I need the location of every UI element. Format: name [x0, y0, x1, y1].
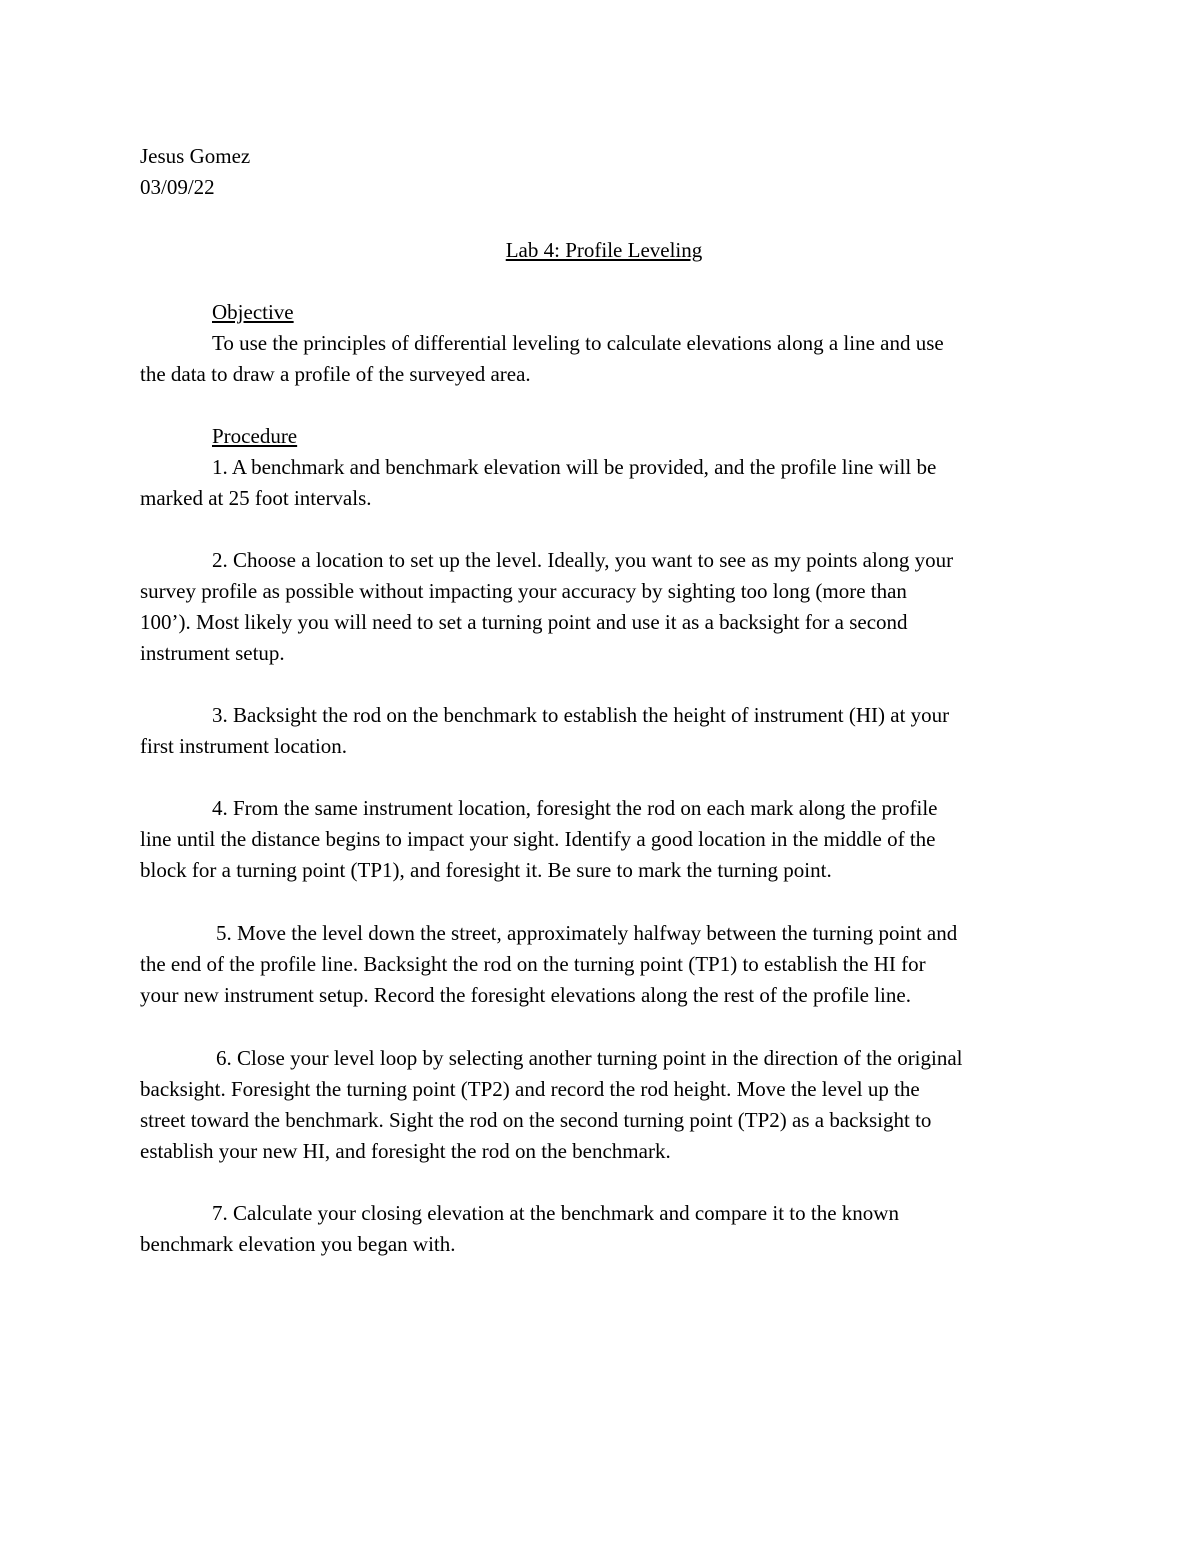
objective-heading-text: Objective: [212, 300, 294, 324]
procedure-step-line: instrument setup.: [140, 641, 285, 665]
procedure-step-line: block for a turning point (TP1), and foresight it. Be sure to mark the turning point.: [140, 858, 832, 882]
procedure-step-line: backsight. Foresight the turning point (TP2) and record the rod height. Move the level up the: [140, 1077, 920, 1101]
procedure-step-line: marked at 25 foot intervals.: [140, 486, 372, 510]
procedure-step-line: 3. Backsight the rod on the benchmark to establish the height of instrument (HI) at your: [212, 703, 950, 727]
procedure-step-line: 4. From the same instrument location, foresight the rod on each mark along the profile: [212, 796, 938, 820]
procedure-step-line: line until the distance begins to impact your sight. Identify a good location in the middle of the: [140, 827, 936, 851]
procedure-step-line: survey profile as possible without impacting your accuracy by sighting too long (more than: [140, 579, 907, 603]
document-date: 03/09/22: [140, 175, 215, 199]
objective-line: the data to draw a profile of the surveyed area.: [140, 362, 531, 386]
procedure-step-line: 2. Choose a location to set up the level. Ideally, you want to see as my points along your: [212, 548, 954, 572]
procedure-step-line: your new instrument setup. Record the foresight elevations along the rest of the profile line.: [140, 983, 911, 1007]
procedure-step-line: 100’). Most likely you will need to set a turning point and use it as a backsight for a second: [140, 610, 908, 634]
procedure-step-line: the end of the profile line. Backsight the rod on the turning point (TP1) to establish the HI for: [140, 952, 926, 976]
procedure-heading: [212, 421, 297, 452]
procedure-step-line: benchmark elevation you began with.: [140, 1232, 456, 1256]
objective-line: To use the principles of differential leveling to calculate elevations along a line and use: [212, 331, 944, 355]
procedure-step-line: 6. Close your level loop by selecting another turning point in the direction of the original: [216, 1046, 963, 1070]
procedure-heading-text: Procedure: [212, 424, 298, 448]
procedure-step-line: first instrument location.: [140, 734, 348, 758]
objective-heading: [212, 297, 294, 328]
page-title: [0, 235, 1200, 266]
procedure-step-line: 5. Move the level down the street, approximately halfway between the turning point and: [216, 921, 958, 945]
procedure-step-line: 1. A benchmark and benchmark elevation will be provided, and the profile line will be: [212, 455, 937, 479]
procedure-step-line: street toward the benchmark. Sight the rod on the second turning point (TP2) as a backsight to: [140, 1108, 932, 1132]
page-title-text: Lab 4: Profile Leveling: [505, 238, 703, 262]
procedure-step-line: establish your new HI, and foresight the rod on the benchmark.: [140, 1139, 671, 1163]
author-name: Jesus Gomez: [140, 144, 251, 168]
procedure-step-line: 7. Calculate your closing elevation at the benchmark and compare it to the known: [212, 1201, 899, 1225]
